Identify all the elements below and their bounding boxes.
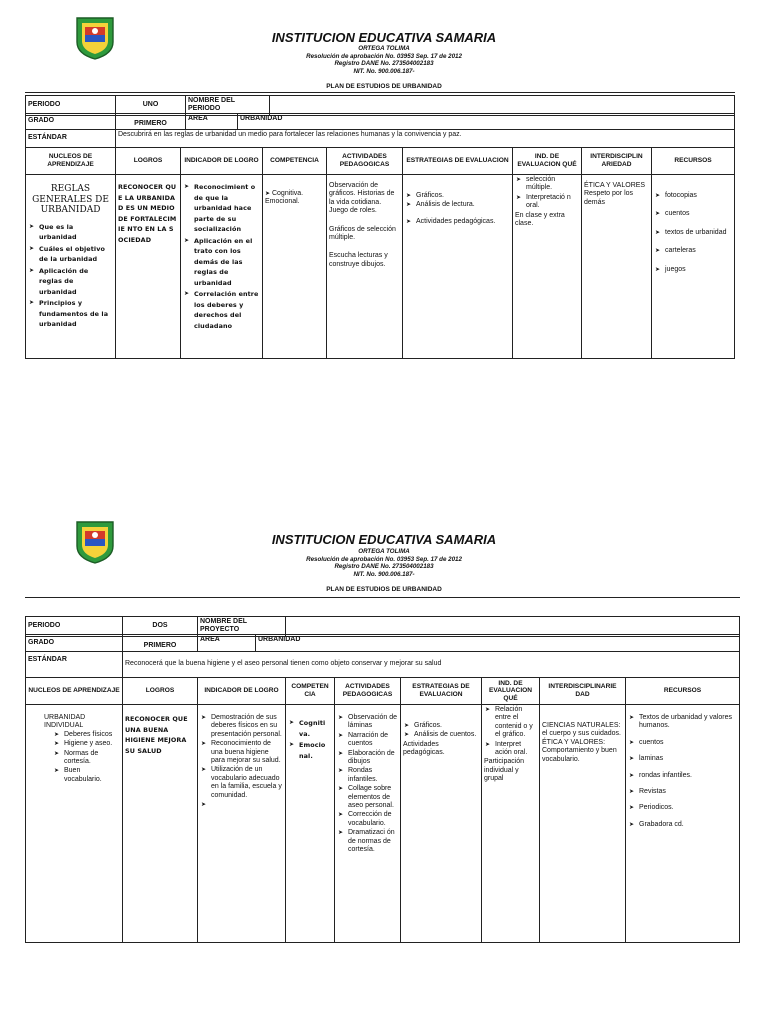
recurso-item: ➤ juegos [665, 266, 732, 274]
competencia-cell [286, 705, 335, 943]
ind-eval-item: ➤ Relación entre el contenid o y el gráfico. [495, 706, 537, 740]
interdisciplinariedad-cell [582, 175, 652, 359]
actividad-item: ➤ Collage sobre elementos de aseo personal. [348, 785, 398, 810]
recursos-cell [652, 175, 735, 359]
nombre-proyecto-label: NOMBRE DEL PROYECTO [198, 617, 286, 637]
periodo-label: PERIODO [26, 96, 116, 116]
col-indicador: INDICADOR DE LOGRO [181, 148, 263, 175]
col-estrategias: ESTRATEGIAS DE EVALUACION [401, 678, 482, 705]
recurso-item: ➤ cuentos [639, 739, 737, 747]
indicador-cell [181, 175, 263, 359]
ind-evaluacion-cell [482, 705, 540, 943]
indicador-item: ➤ Aplicación en el trato con los demás de las reglas de urbanidad [194, 236, 260, 289]
school-name: INSTITUCION EDUCATIVA SAMARIA [271, 30, 497, 45]
col-recursos: RECURSOS [652, 148, 735, 175]
grado-table [25, 634, 740, 652]
logros-cell [123, 705, 198, 943]
nucleo-item: ➤ Cuáles el objetivo de la urbanidad [39, 244, 113, 265]
ind-evaluacion-cell [513, 175, 582, 359]
col-interdisciplinariedad: INTERDISCIPLINARIE DAD [540, 678, 626, 705]
interdisciplinariedad-cell [540, 705, 626, 943]
divider [25, 597, 740, 598]
nucleo-item: ➤ Deberes físicos [64, 731, 120, 739]
competencia-item: ➤ Emocio nal. [299, 740, 332, 761]
col-ind-evaluacion: IND. DE EVALUACION QUÉ [482, 678, 540, 705]
nucleo-item: ➤ Que es la urbanidad [39, 222, 113, 243]
estrategias-cell [403, 175, 513, 359]
resolution-text: Resolución de aprobación No. 03953 Sep. 17 de 2012 [306, 52, 462, 60]
recurso-item: ➤ fotocopias [665, 192, 732, 200]
recursos-cell [626, 705, 740, 943]
logro-text: RECONOCER QUE UNA BUENA HIGIENE MEJORA SU SALUD [125, 715, 188, 755]
divider [25, 92, 735, 93]
col-actividades: ACTIVIDADES PEDAGOGICAS [327, 148, 403, 175]
ind-eval-item: ➤ selección múltiple. [526, 176, 579, 193]
actividades-cell [335, 705, 401, 943]
logros-cell [116, 175, 181, 359]
estandar-label: ESTÁNDAR [26, 130, 116, 148]
nucleo-title: URBANIDAD INDIVIDUAL [44, 714, 86, 730]
actividad-item: ➤ Elaboración de dibujos [348, 750, 398, 767]
indicador-item: ➤ Utilización de un vocabulario adecuado en la familia, escuela y comunidad. [211, 766, 283, 800]
plan-table-2 [25, 677, 740, 943]
actividad-text: Gráficos de selección múltiple. [329, 225, 396, 242]
indicador-item: ➤ Demostración de sus deberes físicos en su presentación personal. [211, 714, 283, 739]
grado-value: PRIMERO [123, 635, 198, 652]
estrategia-extra: Actividades pedagógicas. [403, 740, 445, 757]
recurso-item: ➤ cuentos [665, 210, 732, 218]
nucleo-title: REGLAS GENERALES DE URBANIDAD [32, 184, 109, 215]
estrategia-item: ➤ Gráficos. [416, 192, 510, 200]
ind-eval-item: ➤ Interpretació n oral. [526, 194, 579, 211]
area-value: URBANIDAD [238, 114, 735, 130]
school-location: ORTEGA TOLIMA [358, 548, 410, 555]
area-value: URBANIDAD [256, 635, 740, 652]
school-name: INSTITUCION EDUCATIVA SAMARIA [271, 532, 497, 547]
competencia-cell: ➤ Cognitiva. Emocional. [263, 175, 327, 359]
ind-eval-extra: Participación individual y grupal [484, 758, 525, 783]
resolution-text: Resolución de aprobación No. 03953 Sep. 17 de 2012 [306, 555, 462, 563]
recurso-item: ➤ textos de urbanidad [665, 229, 732, 237]
estrategias-cell [401, 705, 482, 943]
area-label: AREA [198, 635, 256, 652]
logro-text: RECONOCER QUE LA URBANIDAD ES UN MEDIO DE FORTALECIMIE NTO EN LA SOCIEDAD [118, 183, 177, 244]
recurso-item: ➤ Revistas [639, 788, 737, 796]
estandar-table [25, 129, 735, 148]
ind-eval-item: ➤ Interpret ación oral. [495, 741, 537, 758]
nucleos-cell [26, 175, 116, 359]
recurso-item: ➤ Textos de urbanidad y valores humanos. [639, 714, 737, 731]
school-location: ORTEGA TOLIMA [358, 45, 410, 52]
plan-table-1 [25, 147, 735, 359]
nucleo-item: ➤ Normas de cortesía. [64, 750, 120, 767]
col-recursos: RECURSOS [626, 678, 740, 705]
recurso-item: ➤ rondas infantiles. [639, 772, 737, 780]
actividad-item: ➤ Observación de láminas [348, 714, 398, 731]
estrategia-item: ➤ Actividades pedagógicas. [416, 218, 510, 226]
estrategia-item: ➤ Análisis de cuentos. [414, 731, 479, 739]
actividad-item: ➤ Narración de cuentos [348, 732, 398, 749]
actividad-item: ➤ Dramatizaci ón de normas de cortesía. [348, 829, 398, 854]
grado-label: GRADO [26, 635, 123, 652]
periodo-value: UNO [116, 96, 186, 116]
competencia-text: Cognitiva. Emocional. [265, 190, 304, 206]
ind-eval-extra: En clase y extra clase. [515, 211, 565, 228]
area-label: AREA [186, 114, 238, 130]
actividad-item: ➤ Rondas infantiles. [348, 767, 398, 784]
estandar-label: ESTÁNDAR [26, 652, 123, 678]
interdisciplina-text: ÉTICA Y VALORES Respeto por los demás [584, 182, 646, 206]
dane-text: Registro DANE No. 273504002183 [334, 60, 434, 68]
dane-text: Registro DANE No. 273504002183 [334, 563, 434, 571]
col-ind-evaluacion: IND. DE EVALUACION QUÉ [513, 148, 582, 175]
periodo-value: DOS [123, 617, 198, 637]
interdisciplina-text: CIENCIAS NATURALES: el cuerpo y sus cuidados. ÉTICA Y VALORES: Comportamiento y buen vocabulario. [542, 722, 621, 763]
actividades-cell [327, 175, 403, 359]
grado-label: GRADO [26, 114, 116, 130]
actividad-item: ➤ Corrección de vocabulario. [348, 811, 398, 828]
actividad-text: Observación de gráficos. Historias de la vida cotidiana. Juego de roles. [329, 182, 395, 215]
col-indicador: INDICADOR DE LOGRO [198, 678, 286, 705]
estrategia-item: ➤ Análisis de lectura. [416, 201, 510, 209]
plan-title: PLAN DE ESTUDIOS DE URBANIDAD [326, 586, 442, 593]
grado-table [25, 113, 735, 130]
grado-value: PRIMERO [116, 114, 186, 130]
competencia-item: ➤ Cogniti va. [299, 718, 332, 739]
col-nucleos: NUCLEOS DE APRENDIZAJE [26, 148, 116, 175]
col-competencia: COMPETENCIA [263, 148, 327, 175]
recurso-item: ➤ carteleras [665, 247, 732, 255]
col-logros: LOGROS [123, 678, 198, 705]
nit-text: NIT. No. 900.006.187- [353, 570, 415, 578]
indicador-item: ➤ Correlación entre los deberes y derechos del ciudadano [194, 289, 260, 331]
estrategia-item: ➤ Gráficos. [414, 722, 479, 730]
plan-title: PLAN DE ESTUDIOS DE URBANIDAD [326, 83, 442, 90]
periodo-label: PERIODO [26, 617, 123, 637]
col-interdisciplinariedad: INTERDISCIPLIN ARIEDAD [582, 148, 652, 175]
col-logros: LOGROS [116, 148, 181, 175]
estandar-value: Descubrirá en las reglas de urbanidad un medio para fortalecer las relaciones humanas y la convivencia y paz. [116, 130, 735, 148]
indicador-item: ➤ Reconocimient o de que la urbanidad hace parte de su socialización [194, 182, 260, 235]
estandar-value: Reconocerá que la buena higiene y el aseo personal tienen como objeto conservar y mejorar su salud [123, 652, 740, 678]
recurso-item: ➤ Grabadora cd. [639, 821, 737, 829]
nombre-periodo-label: NOMBRE DEL PERIODO [186, 96, 270, 116]
estandar-table [25, 651, 740, 678]
nucleo-item: ➤ Higiene y aseo. [64, 740, 120, 748]
col-competencia: COMPETEN CIA [286, 678, 335, 705]
nucleo-item: ➤ Aplicación de reglas de urbanidad [39, 266, 113, 298]
col-nucleos: NUCLEOS DE APRENDIZAJE [26, 678, 123, 705]
indicador-cell [198, 705, 286, 943]
recurso-item: ➤ laminas [639, 755, 737, 763]
nucleo-item: ➤ Buen vocabulario. [64, 767, 120, 784]
indicador-item: ➤ Reconocimiento de una buena higiene para mejorar su salud. [211, 740, 283, 765]
col-actividades: ACTIVIDADES PEDAGOGICAS [335, 678, 401, 705]
recurso-item: ➤ Periodicos. [639, 804, 737, 812]
actividad-text: Escucha lecturas y construye dibujos. [329, 252, 388, 268]
nit-text: NIT. No. 900.006.187- [353, 67, 415, 75]
nucleos-cell [26, 705, 123, 943]
nucleo-item: ➤ Principios y fundamentos de la urbanidad [39, 298, 113, 330]
col-estrategias: ESTRATEGIAS DE EVALUACION [403, 148, 513, 175]
